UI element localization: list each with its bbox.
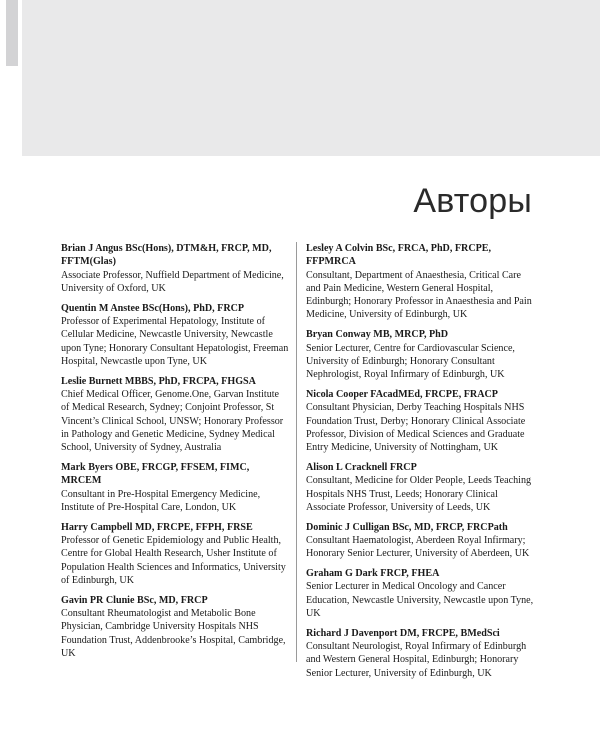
author-affiliation: Consultant, Department of Anaesthesia, Critical Care and Pain Medicine, Western General Hospital, Edinburgh; Honorary Professor in Anaesthesia and Pain Medicine, University of Edinburgh, UK — [306, 269, 532, 321]
author-affiliation: Professor of Genetic Epidemiology and Public Health, Centre for Global Health Research, Usher Institute of Population Health Sciences and Informatics, University of Edinburgh, UK — [61, 534, 286, 586]
author-affiliation: Chief Medical Officer, Genome.One, Garvan Institute of Medical Research, Sydney; Conjoint Professor, St Vincent’s Clinical School, UNSW; Honorary Professor in Pathology and Genetic Medicine, Sydney Medical School, University of Sydney, Australia — [61, 388, 284, 454]
author-affiliation: Senior Lecturer, Centre for Cardiovascular Science, University of Edinburgh; Honorary Consultant Nephrologist, Royal Infirmary of Edinburgh, UK — [306, 342, 515, 381]
authors-right-column — [306, 242, 534, 686]
author-entry — [61, 461, 289, 514]
author-name: Richard J Davenport DM, FRCPE, BMedSci — [306, 627, 500, 639]
author-entry — [306, 567, 534, 620]
author-affiliation: Consultant Haematologist, Aberdeen Royal Infirmary; Honorary Senior Lecturer, University of Aberdeen, UK — [306, 534, 530, 560]
header-band — [22, 0, 600, 156]
author-affiliation: Associate Professor, Nuffield Department of Medicine, University of Oxford, UK — [61, 269, 284, 294]
author-name: Dominic J Culligan BSc, MD, FRCP, FRCPath — [306, 521, 508, 533]
author-affiliation: Consultant, Medicine for Older People, Leeds Teaching Hospitals NHS Trust, Leeds; Honorary Clinical Associate Professor, University of Leeds, UK — [306, 475, 532, 513]
author-entry — [61, 594, 289, 660]
author-name: Harry Campbell MD, FRCPE, FFPH, FRSE — [61, 521, 253, 533]
author-name: Alison L Cracknell FRCP — [306, 461, 417, 473]
author-entry — [61, 375, 289, 455]
author-name: Graham G Dark FRCP, FHEA — [306, 568, 440, 580]
authors-left-column — [61, 242, 289, 667]
column-divider — [296, 242, 297, 662]
author-affiliation: Consultant Rheumatologist and Metabolic Bone Physician, Cambridge University Hospitals NHS Foundation Trust, Addenbrooke’s Hospital, Cambridge, UK — [61, 607, 286, 659]
author-entry — [306, 328, 534, 381]
author-name: Quentin M Anstee BSc(Hons), PhD, FRCP — [61, 302, 245, 314]
author-entry — [306, 627, 534, 680]
author-entry — [61, 302, 289, 368]
author-entry — [306, 461, 534, 514]
author-affiliation: Consultant Physician, Derby Teaching Hospitals NHS Foundation Trust, Derby; Honorary Clinical Associate Professor, Division of Medical Sciences and Graduate Entry Medicine, University of Nottingham, UK — [306, 402, 526, 454]
author-affiliation: Senior Lecturer in Medical Oncology and Cancer Education, Newcastle University, Newcastle upon Tyne, UK — [306, 581, 534, 619]
author-affiliation: Consultant in Pre-Hospital Emergency Medicine, Institute of Pre-Hospital Care, London, UK — [61, 488, 261, 513]
page-title: Авторы — [413, 182, 532, 220]
author-name: Nicola Cooper FAcadMEd, FRCPE, FRACP — [306, 388, 498, 400]
author-affiliation: Consultant Neurologist, Royal Infirmary of Edinburgh and Western General Hospital, Edinburgh; Honorary Senior Lecturer, University of Edinburgh, UK — [306, 641, 527, 679]
author-name: Brian J Angus BSc(Hons), DTM&H, FRCP, MD, FFTM(Glas) — [61, 243, 272, 268]
author-entry — [306, 242, 534, 322]
author-entry — [306, 388, 534, 454]
author-name: Mark Byers OBE, FRCGP, FFSEM, FIMC, MRCEM — [61, 461, 250, 487]
author-name: Gavin PR Clunie BSc, MD, FRCP — [61, 594, 208, 606]
author-name: Lesley A Colvin BSc, FRCA, PhD, FRCPE, FFPMRCA — [306, 243, 492, 268]
author-affiliation: Professor of Experimental Hepatology, Institute of Cellular Medicine, Newcastle University, Newcastle upon Tyne; Honorary Consultant Hepatologist, Freeman Hospital, Newcastle upon Tyne, UK — [61, 315, 289, 367]
author-name: Leslie Burnett MBBS, PhD, FRCPA, FHGSA — [61, 375, 256, 387]
author-entry — [306, 521, 534, 561]
author-entry — [61, 521, 289, 587]
page-edge-tab — [6, 0, 18, 66]
author-entry — [61, 242, 289, 295]
author-name: Bryan Conway MB, MRCP, PhD — [306, 329, 449, 341]
